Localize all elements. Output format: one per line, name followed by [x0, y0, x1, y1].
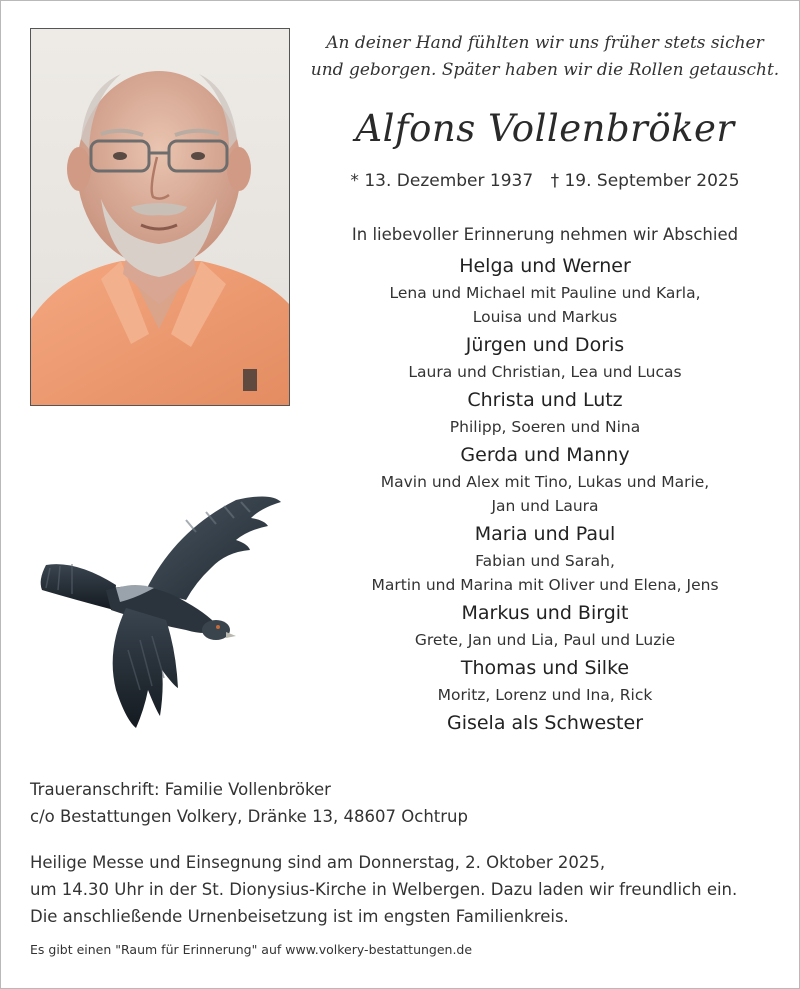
- family-members: Lena und Michael mit Pauline und Karla,: [389, 284, 701, 302]
- family-head: Maria und Paul: [474, 523, 616, 545]
- dove-in-flight-icon: [36, 490, 286, 730]
- birth-date: * 13. Dezember 1937: [350, 171, 534, 191]
- portrait-photo: [30, 28, 290, 406]
- family-members: Martin und Marina mit Oliver und Elena, Jens: [371, 576, 719, 594]
- service-line: Heilige Messe und Einsegnung sind am Donnerstag, 2. Oktober 2025,: [30, 853, 606, 872]
- family-head: Gisela als Schwester: [446, 712, 644, 734]
- life-dates: [300, 168, 790, 194]
- mourners-list: [300, 222, 790, 740]
- memorial-quote: [300, 30, 790, 84]
- family-members: Grete, Jan und Lia, Paul und Luzie: [414, 631, 676, 649]
- family-members: Laura und Christian, Lea und Lucas: [408, 363, 682, 381]
- quote-line: und geborgen. Später haben wir die Rollen getauscht.: [310, 60, 780, 80]
- service-line: Die anschließende Urnenbeisetzung ist im engsten Familienkreis.: [30, 907, 569, 926]
- family-members: Louisa und Markus: [472, 308, 618, 326]
- family-head: Markus und Birgit: [461, 602, 629, 624]
- family-group: [300, 654, 790, 707]
- service-info: [30, 849, 790, 930]
- address-line: Traueranschrift: Familie Vollenbröker: [30, 780, 331, 799]
- address-line: c/o Bestattungen Volkery, Dränke 13, 48607 Ochtrup: [30, 807, 468, 826]
- family-head: Christa und Lutz: [467, 389, 623, 411]
- family-group: [300, 331, 790, 384]
- mourning-address: [30, 776, 770, 830]
- family-members: Moritz, Lorenz und Ina, Rick: [437, 686, 653, 704]
- family-group: [300, 386, 790, 439]
- family-group: [300, 599, 790, 652]
- family-group: [300, 252, 790, 329]
- family-head: Gerda und Manny: [460, 444, 630, 466]
- service-line: um 14.30 Uhr in der St. Dionysius-Kirche in Welbergen. Dazu laden wir freundlich ein.: [30, 880, 738, 899]
- mourners-intro: In liebevoller Erinnerung nehmen wir Abschied: [351, 225, 739, 244]
- family-group: [300, 441, 790, 518]
- family-members: Fabian und Sarah,: [475, 552, 615, 570]
- death-date: † 19. September 2025: [550, 171, 740, 191]
- family-head: Jürgen und Doris: [465, 334, 625, 356]
- family-head: Helga und Werner: [459, 255, 631, 277]
- family-members: Philipp, Soeren und Nina: [449, 418, 641, 436]
- family-group: [300, 709, 790, 738]
- family-members: Mavin und Alex mit Tino, Lukas und Marie,: [380, 473, 710, 491]
- family-head: Thomas und Silke: [460, 657, 630, 679]
- family-members: Jan und Laura: [491, 497, 599, 515]
- family-group: [300, 520, 790, 597]
- quote-line: An deiner Hand fühlten wir uns früher stets sicher: [326, 33, 764, 53]
- remembrance-footer: Es gibt einen "Raum für Erinnerung" auf www.volkery-bestattungen.de: [30, 942, 473, 957]
- deceased-name: Alfons Vollenbröker: [355, 107, 735, 150]
